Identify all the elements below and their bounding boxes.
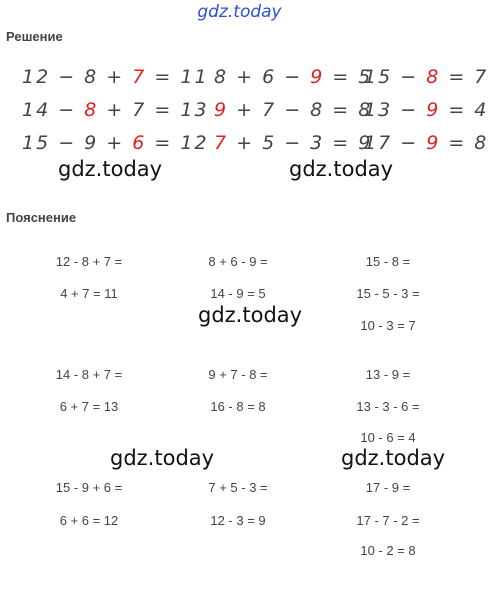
solution-line: 15 − 8 = 7 xyxy=(364,66,488,88)
solution-line: 15 − 9 + 6 = 12 xyxy=(22,132,209,154)
watermark: gdz.today xyxy=(110,446,215,470)
solution-line: 17 − 9 = 8 xyxy=(364,132,488,154)
section-title-explanation: Пояснение xyxy=(6,210,77,225)
calc-line: 9 + 7 - 8 = xyxy=(208,367,268,382)
calc-line: 17 - 7 - 2 = xyxy=(356,513,420,528)
calc-line: 7 + 5 - 3 = xyxy=(208,480,268,495)
solution-line: 12 − 8 + 7 = 11 xyxy=(22,66,209,88)
site-header[interactable]: gdz.today xyxy=(197,2,282,22)
calc-line: 10 - 3 = 7 xyxy=(360,318,416,333)
calc-line: 14 - 9 = 5 xyxy=(210,286,266,301)
solution-line: 14 − 8 + 7 = 13 xyxy=(22,99,209,121)
watermark: gdz.today xyxy=(198,303,303,327)
watermark: gdz.today xyxy=(341,446,446,470)
calc-line: 12 - 3 = 9 xyxy=(210,513,266,528)
calc-line: 6 + 7 = 13 xyxy=(59,399,119,414)
calc-line: 4 + 7 = 11 xyxy=(60,286,118,301)
calc-line: 15 - 9 + 6 = xyxy=(55,480,123,495)
calc-line: 12 - 8 + 7 = xyxy=(55,254,123,269)
solution-line: 9 + 7 − 8 = 8 xyxy=(214,99,373,121)
calc-line: 13 - 3 - 6 = xyxy=(356,399,420,414)
calc-line: 10 - 6 = 4 xyxy=(360,430,416,445)
calc-line: 8 + 6 - 9 = xyxy=(208,254,268,269)
calc-line: 15 - 5 - 3 = xyxy=(356,286,420,301)
section-title-solution: Решение xyxy=(6,29,63,44)
calc-line: 13 - 9 = xyxy=(365,367,411,382)
watermark: gdz.today xyxy=(289,157,394,181)
calc-line: 15 - 8 = xyxy=(365,254,411,269)
calc-line: 10 - 2 = 8 xyxy=(360,543,416,558)
calc-line: 14 - 8 + 7 = xyxy=(55,367,123,382)
solution-line: 8 + 6 − 9 = 5 xyxy=(214,66,373,88)
calc-line: 17 - 9 = xyxy=(365,480,411,495)
calc-line: 6 + 6 = 12 xyxy=(59,513,119,528)
calc-line: 16 - 8 = 8 xyxy=(210,399,266,414)
solution-line: 13 − 9 = 4 xyxy=(364,99,488,121)
watermark: gdz.today xyxy=(58,157,163,181)
solution-line: 7 + 5 − 3 = 9 xyxy=(214,132,373,154)
